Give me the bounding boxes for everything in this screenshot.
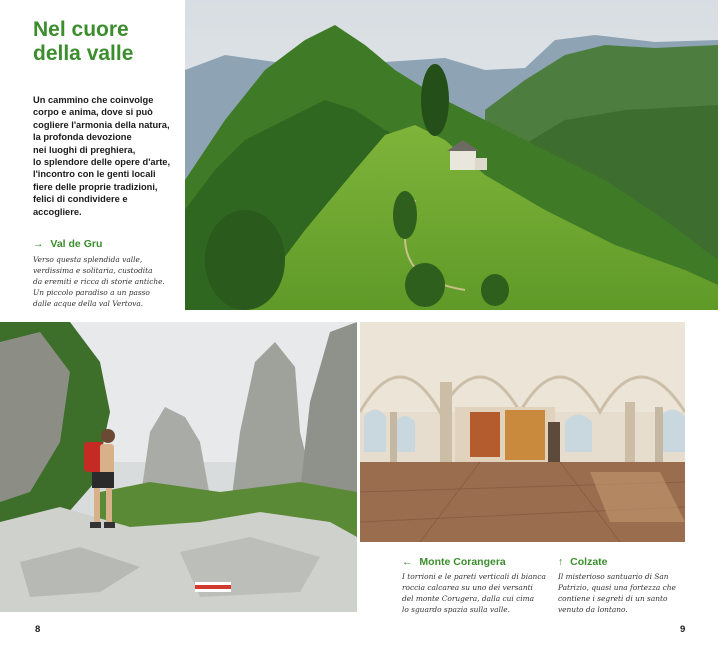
caption-heading-text: Val de Gru [50, 238, 103, 250]
arrow-right-icon: → [33, 238, 44, 250]
caption-heading-text: Monte Corangera [419, 556, 506, 568]
intro-line: la profonda devozione [33, 132, 132, 143]
intro-line: fiere delle proprie tradizioni, [33, 181, 158, 192]
caption-line: roccia calcarea su uno dei versanti [402, 583, 533, 592]
caption-line: Verso questa splendida valle, [33, 255, 143, 264]
page-number-left: 8 [35, 624, 41, 635]
intro-paragraph [33, 94, 183, 218]
intro-line: nei luoghi di preghiera, [33, 144, 136, 155]
sanctuary-arcade-photo [360, 322, 685, 542]
arcade-illustration [360, 322, 685, 542]
caption-heading [402, 556, 552, 568]
caption-line: da eremiti e ricca di storie antiche. [33, 277, 165, 286]
intro-line: felici di condividere e [33, 194, 128, 205]
intro-line: accogliere. [33, 206, 82, 217]
intro-line: corpo e anima, dove si può [33, 107, 153, 118]
caption-val-de-gru [33, 238, 183, 309]
caption-heading [558, 556, 708, 568]
caption-line: del monte Corugera, dalla cui cima [402, 594, 535, 603]
intro-line: Un cammino che coinvolge [33, 95, 154, 105]
intro-line: cogliere l'armonia della natura, [33, 119, 170, 130]
caption-body [33, 254, 183, 309]
title-line-1: Nel cuore [33, 18, 129, 41]
intro-line: lo splendore delle opere d'arte, [33, 157, 171, 168]
page-number-right: 9 [680, 624, 686, 635]
caption-heading [33, 238, 183, 250]
rocks-photo [0, 322, 357, 612]
valley-illustration [185, 0, 718, 310]
caption-line: Un piccolo paradiso a un passo [33, 288, 150, 297]
caption-line: Il misterioso santuario di San [558, 572, 669, 581]
caption-body [402, 571, 552, 615]
caption-monte-corangera [402, 556, 552, 615]
caption-colzate [558, 556, 708, 615]
page-title [33, 18, 183, 66]
caption-line: contiene i segreti di un santo [558, 594, 668, 603]
intro-line: l'incontro con le genti locali [33, 169, 156, 180]
caption-line: dalle acque della val Vertova. [33, 299, 144, 308]
caption-body [558, 571, 708, 615]
caption-line: lo sguardo spazia sulla valle. [402, 605, 510, 614]
arrow-up-icon: ↑ [558, 556, 564, 568]
caption-line: I torrioni e le pareti verticali di bianca [402, 572, 546, 581]
caption-line: venuto da lontano. [558, 605, 628, 614]
caption-heading-text: Colzate [570, 556, 608, 568]
rocks-illustration [0, 322, 357, 612]
title-line-2: della valle [33, 42, 134, 65]
caption-line: verdissima e solitaria, custodita [33, 266, 153, 275]
arrow-left-icon: ← [402, 556, 413, 568]
valley-photo [185, 0, 718, 310]
caption-line: Patrizio, quasi una fortezza che [558, 583, 676, 592]
